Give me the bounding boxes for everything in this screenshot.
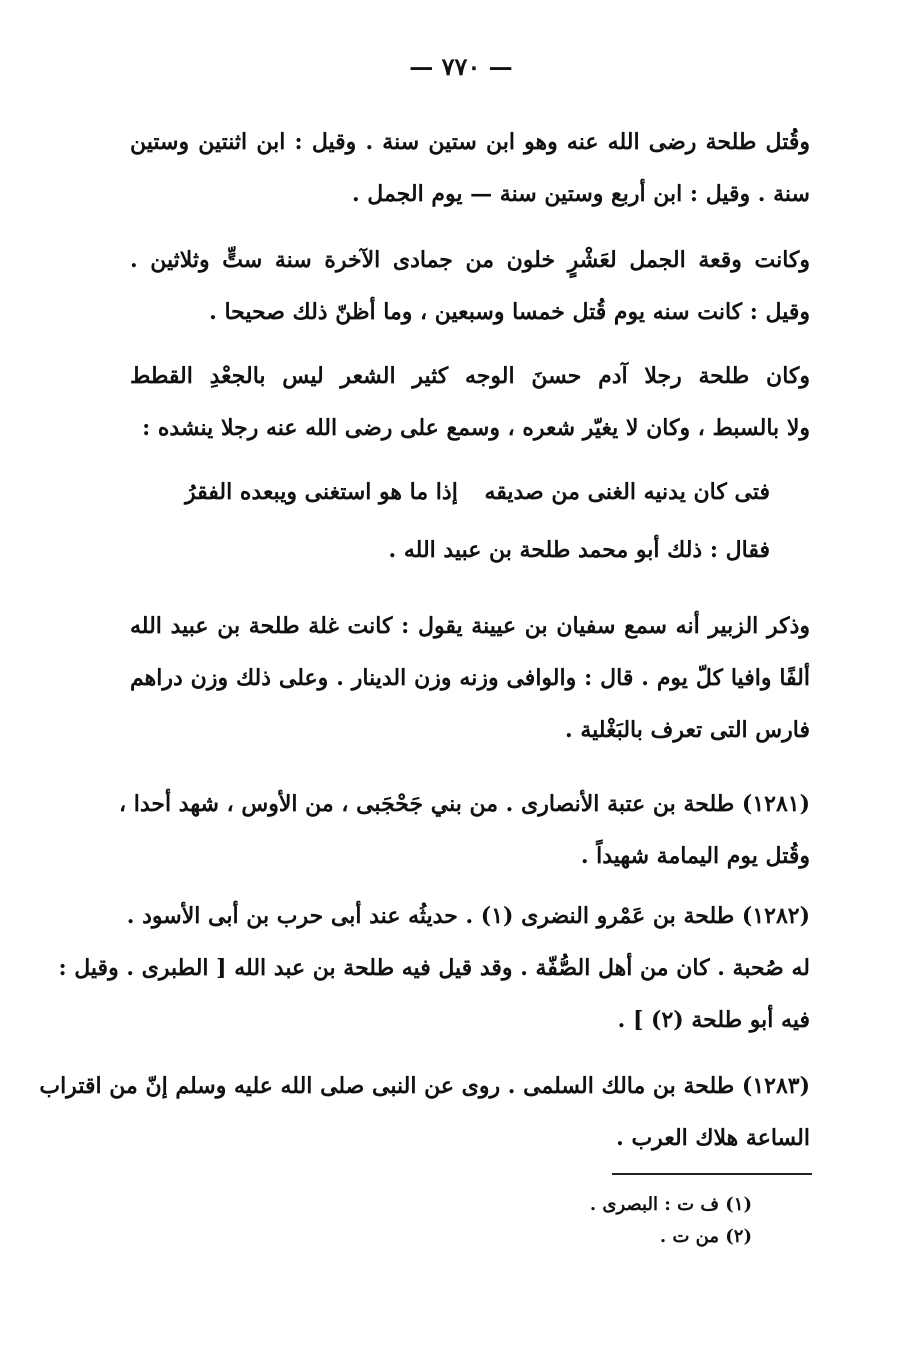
text-line: ألفًا وافيا كلّ يوم . قال : والوافى وزنه وزن الدينار . وعلى ذلك وزن دراهم xyxy=(130,665,810,691)
text-line: وكانت وقعة الجمل لعَشْرٍ خلون من جمادى الآخرة سنة ستٍّ وثلاثين . xyxy=(130,247,810,273)
text-line: له صُحبة . كان من أهل الصُّفّة . وقد قيل فيه طلحة بن عبد الله [ الطبرى . وقيل : xyxy=(58,955,810,981)
footnote-divider xyxy=(612,1173,812,1175)
paragraph-battle-of-camel xyxy=(130,234,810,338)
text-line: (١٢٨١) طلحة بن عتبة الأنصارى . من بني جَحْجَبى ، من الأوس ، شهد أحدا ، xyxy=(119,791,810,817)
footnote-2: (٢) من ت . xyxy=(659,1226,752,1247)
paragraph-ali-comment xyxy=(130,524,770,576)
text-line: فارس التى تعرف بالبَغْلية . xyxy=(565,717,810,743)
text-line: وقُتل طلحة رضى الله عنه وهو ابن ستين سنة . وقيل : ابن اثنتين وستين xyxy=(130,129,810,155)
text-line: وقُتل يوم اليمامة شهيداً . xyxy=(580,843,810,869)
text-line: ولا بالسبط ، وكان لا يغيّر شعره ، وسمع على رضى الله عنه رجلا ينشده : xyxy=(142,415,810,441)
entry-1282 xyxy=(58,890,810,1046)
paragraph-zubair-report xyxy=(130,600,810,756)
entry-1281 xyxy=(119,778,810,882)
verse-first-hemistich: فتى كان يدنيه الغنى من صديقه xyxy=(484,479,770,505)
text-line: سنة . وقيل : ابن أربع وستين سنة — يوم الجمل . xyxy=(351,181,810,207)
page-number: — ٧٧٠ — xyxy=(409,52,513,81)
text-line: الساعة هلاك العرب . xyxy=(616,1125,810,1151)
poetry-verse xyxy=(185,466,770,518)
text-line: فقال : ذلك أبو محمد طلحة بن عبيد الله . xyxy=(388,537,770,563)
text-line: فيه أبو طلحة (٢) ] . xyxy=(617,1007,810,1033)
text-line: وذكر الزبير أنه سمع سفيان بن عيينة يقول : كانت غلة طلحة بن عبيد الله xyxy=(130,613,810,639)
footnote-1: (١) ف ت : البصرى . xyxy=(589,1194,752,1215)
verse-second-hemistich: إذا ما هو استغنى ويبعده الفقرُ xyxy=(185,479,458,505)
text-line: وقيل : كانت سنه يوم قُتل خمسا وسبعين ، وما أظنّ ذلك صحيحا . xyxy=(209,299,810,325)
text-line: (١٢٨٢) طلحة بن عَمْرو النضرى (١) . حديثُه عند أبى حرب بن أبى الأسود . xyxy=(126,903,810,929)
paragraph-talha-description xyxy=(130,350,810,454)
text-line: وكان طلحة رجلا آدم حسنَ الوجه كثير الشعر ليس بالجعْدِ القطط xyxy=(130,363,810,389)
entry-1283 xyxy=(39,1060,810,1164)
paragraph-talha-death-age xyxy=(130,116,810,220)
text-line: (١٢٨٣) طلحة بن مالك السلمى . روى عن النبى صلى الله عليه وسلم إنّ من اقتراب xyxy=(39,1073,810,1099)
